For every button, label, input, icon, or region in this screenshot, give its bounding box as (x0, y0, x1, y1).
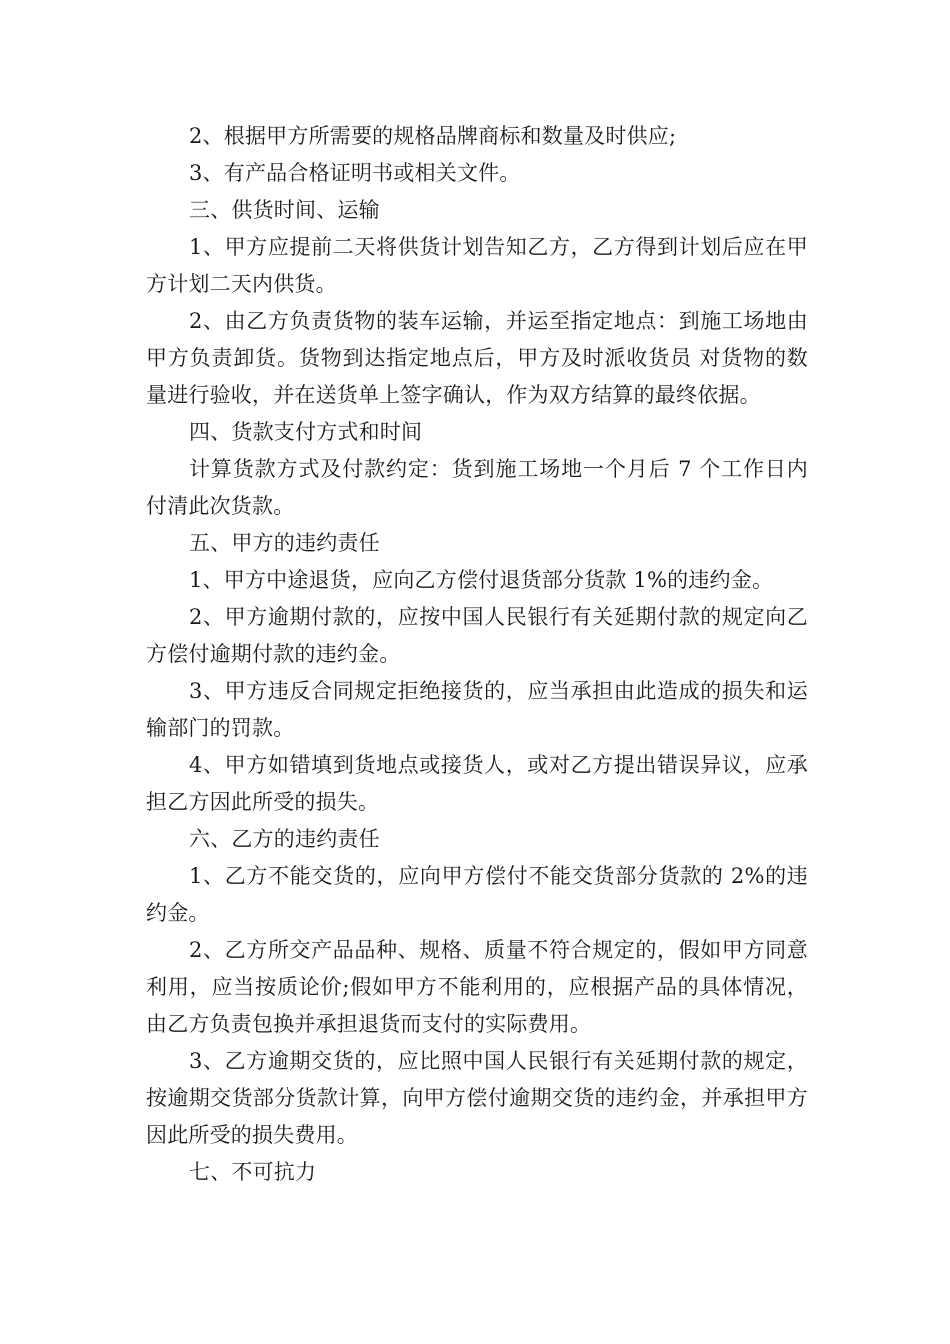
party-b-clause-1: 1、乙方不能交货的，应向甲方偿付不能交货部分货款的 2%的违约金。 (146, 864, 808, 925)
party-a-clause-1: 1、甲方中途退货，应向乙方偿付退货部分货款 1%的违约金。 (189, 568, 774, 592)
section-heading-payment: 四、货款支付方式和时间 (189, 420, 423, 444)
delivery-clause-1: 1、甲方应提前二天将供货计划告知乙方，乙方得到计划后应在甲方计划二天内供货。 (146, 235, 808, 296)
clause-2-supply: 2、根据甲方所需要的规格品牌商标和数量及时供应; (189, 124, 677, 148)
section-heading-delivery: 三、供货时间、运输 (189, 198, 380, 222)
payment-clause: 计算货款方式及付款约定：货到施工场地一个月后 7 个工作日内付清此次货款。 (146, 457, 808, 518)
party-a-clause-2: 2、甲方逾期付款的，应按中国人民银行有关延期付款的规定向乙方偿付逾期付款的违约金。 (146, 605, 808, 666)
section-heading-force-majeure: 七、不可抗力 (189, 1160, 317, 1184)
document-body (146, 118, 808, 1191)
party-b-clause-2: 2、乙方所交产品品种、规格、质量不符合规定的，假如甲方同意利用，应当按质论价;假如甲方不能利用的，应根据产品的具体情况，由乙方负责包换并承担退货而支付的实际费用。 (146, 938, 808, 1036)
section-heading-party-b-liability: 六、乙方的违约责任 (189, 827, 380, 851)
delivery-clause-2: 2、由乙方负责货物的装车运输，并运至指定地点：到施工场地由甲方负责卸货。货物到达指定地点后，甲方及时派收货员 对货物的数量进行验收，并在送货单上签字确认，作为双方结算的最终依据。 (146, 309, 808, 407)
party-a-clause-4: 4、甲方如错填到货地点或接货人，或对乙方提出错误异议，应承担乙方因此所受的损失。 (146, 753, 808, 814)
clause-3-certificate: 3、有产品合格证明书或相关文件。 (189, 161, 521, 185)
section-heading-party-a-liability: 五、甲方的违约责任 (189, 531, 380, 555)
party-a-clause-3: 3、甲方违反合同规定拒绝接货的，应当承担由此造成的损失和运输部门的罚款。 (146, 679, 808, 740)
party-b-clause-3: 3、乙方逾期交货的，应比照中国人民银行有关延期付款的规定，按逾期交货部分货款计算，向甲方偿付逾期交货的违约金，并承担甲方因此所受的损失费用。 (146, 1049, 808, 1147)
